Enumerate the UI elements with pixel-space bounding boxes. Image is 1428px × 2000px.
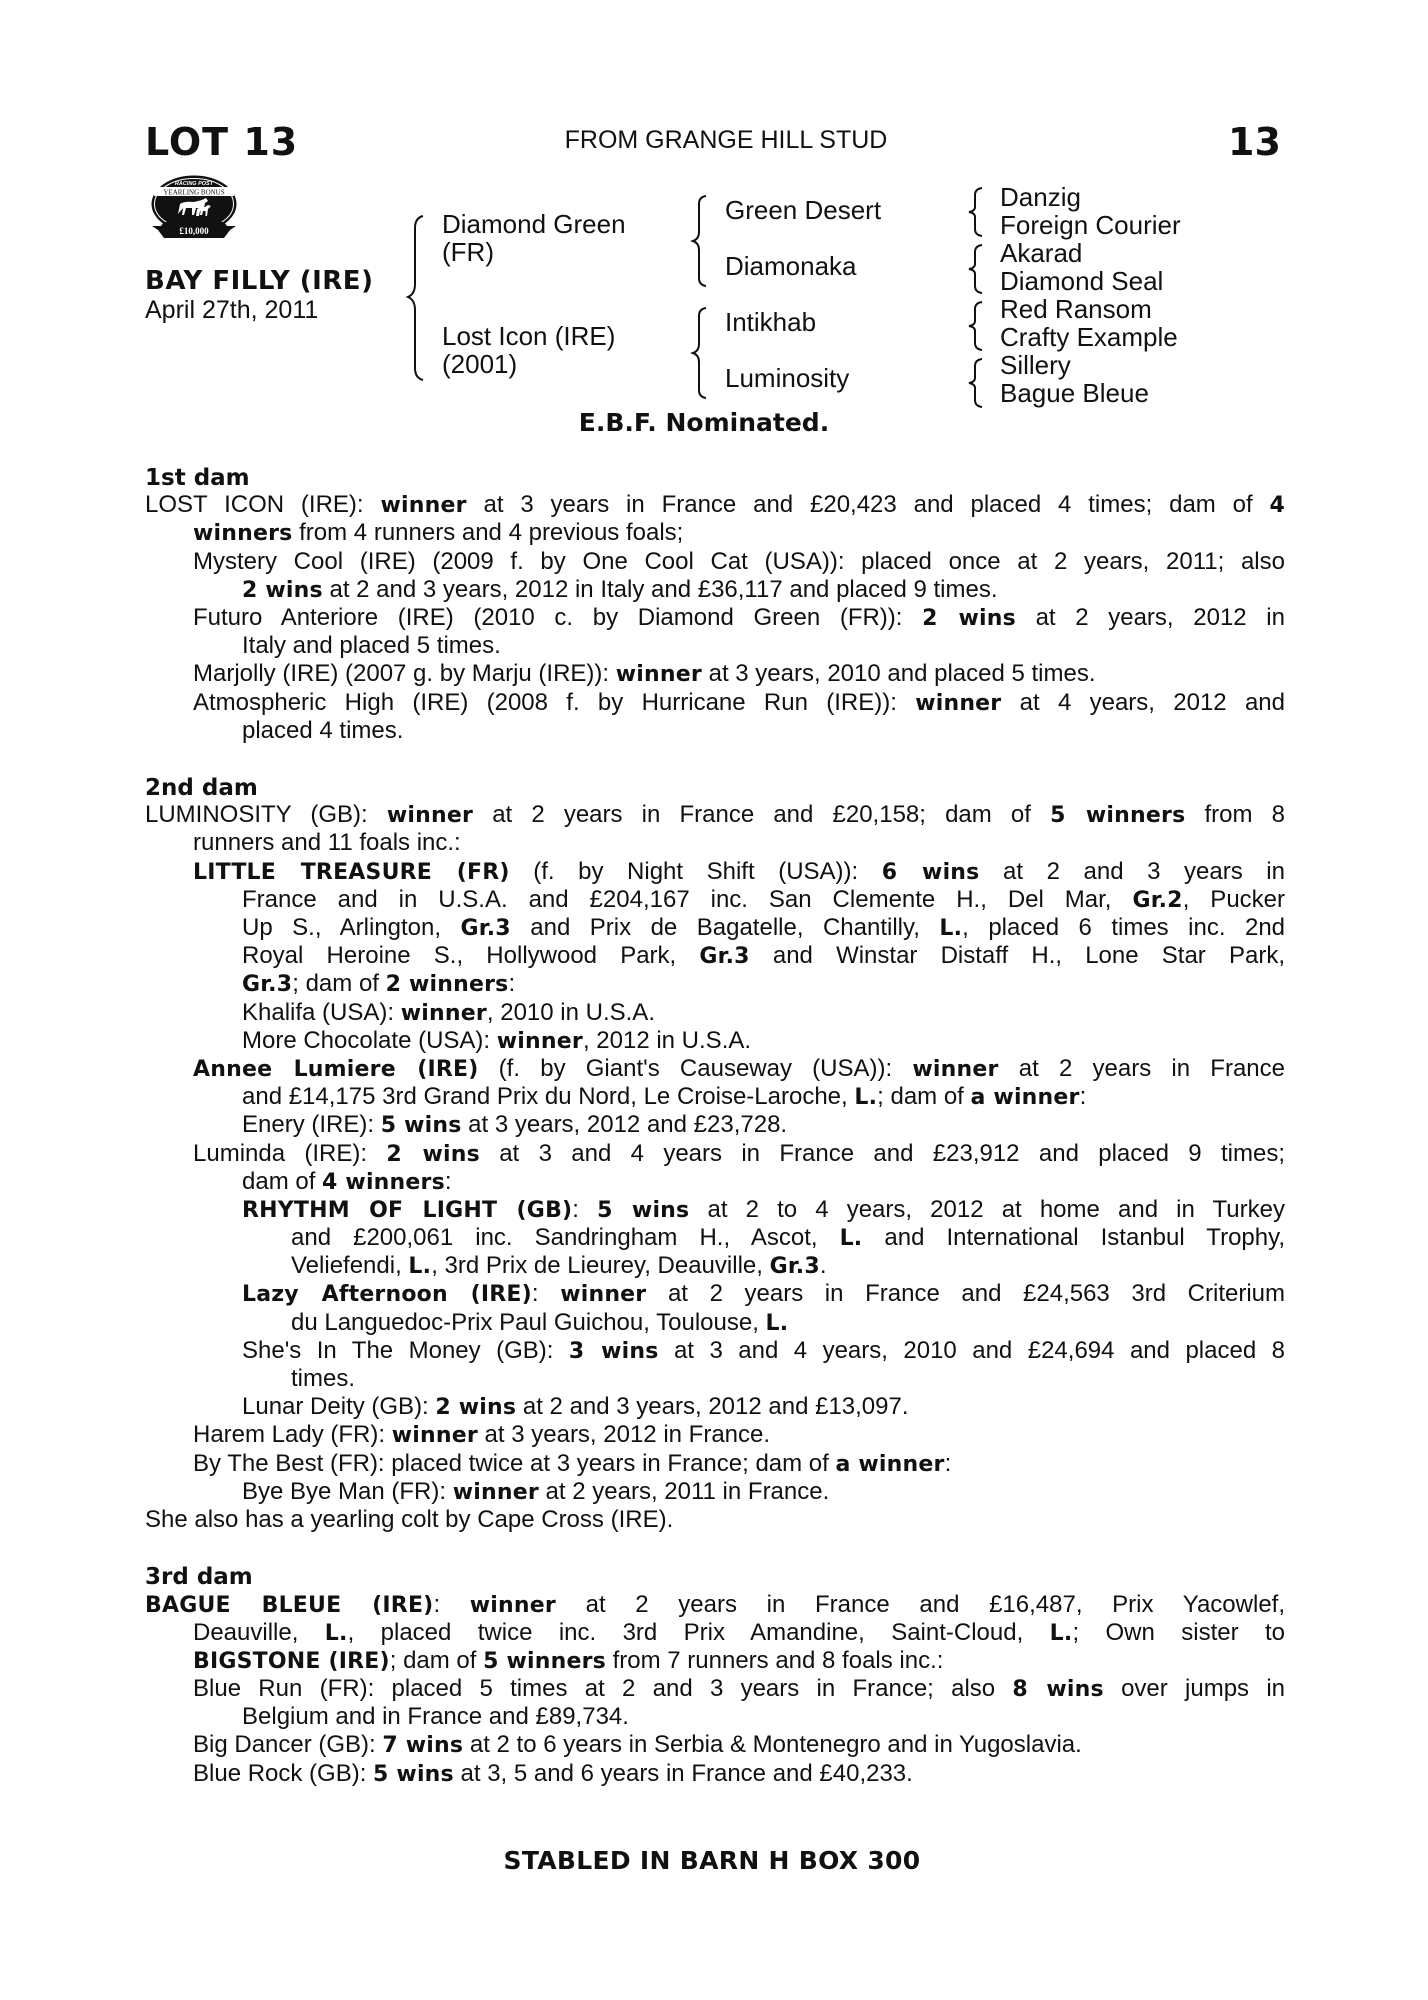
text: Blue Rock (GB): <box>193 1759 374 1787</box>
bold-text: 4 <box>1269 493 1285 519</box>
text: at 3 years in France and £20,423 and placed 4 times; dam of <box>466 491 1270 519</box>
bold-text: 5 winners <box>483 1648 606 1674</box>
text: Atmospheric High (IRE) (2008 f. by Hurricane Run (IRE)): <box>193 688 916 716</box>
bold-text: winner <box>560 1282 647 1308</box>
text-line <box>145 1478 1285 1506</box>
text: (f. by Giant's Causeway (USA)): <box>478 1054 913 1082</box>
bold-text: L. <box>839 1226 863 1252</box>
pedigree-dam <box>442 322 615 378</box>
text: at 3 years, 2012 in France. <box>477 1421 771 1449</box>
text-line <box>145 1252 1285 1280</box>
text-line-content <box>242 1393 1285 1422</box>
foal-dob: April 27th, 2011 <box>145 296 319 324</box>
text-line <box>145 1224 1285 1252</box>
text: , 2012 in U.S.A. <box>582 1026 752 1054</box>
vendor-line <box>0 126 1428 155</box>
text: Lunar Deity (GB): <box>242 1393 436 1421</box>
bold-text: 2 wins <box>242 577 323 603</box>
pedigree-sire <box>442 210 626 266</box>
text-line-content <box>242 717 1285 745</box>
bold-text: a winner <box>970 1085 1080 1111</box>
bold-text: 5 wins <box>597 1197 690 1223</box>
pedigree-brace-sd <box>966 243 986 295</box>
text-line <box>145 886 1285 914</box>
text: at 2 years in France and £16,487, Prix Yacowlef, <box>555 1590 1285 1618</box>
bold-text: a winner <box>835 1451 945 1477</box>
yearling-bonus-badge <box>150 174 238 242</box>
text: Luminda (IRE): <box>193 1139 387 1167</box>
text: at 3 and 4 years, 2010 and £24,694 and placed 8 <box>658 1336 1285 1364</box>
text: Enery (IRE): <box>242 1111 381 1139</box>
bold-text: Gr.3 <box>699 944 750 970</box>
bold-text: L. <box>939 916 963 941</box>
text: at 2 years, 2011 in France. <box>538 1477 830 1505</box>
bold-text: winner <box>915 690 1002 716</box>
text-line-content <box>291 1309 1285 1338</box>
text-line <box>145 1450 1285 1478</box>
text-line <box>145 1083 1285 1111</box>
yearling-bonus-logo <box>150 174 238 242</box>
text-line-content <box>193 689 1285 718</box>
text: at 4 years, 2012 and <box>1001 688 1285 716</box>
text-line <box>145 970 1285 998</box>
pedigree-gen3-4: Red Ransom <box>1000 294 1152 324</box>
text: Veliefendi, <box>291 1252 409 1280</box>
bold-text: winner <box>452 1479 539 1505</box>
text-line-content <box>145 1506 1285 1534</box>
text-line-content <box>193 1675 1285 1704</box>
text-line <box>145 548 1285 576</box>
text-line-content <box>193 858 1285 887</box>
bold-text: Gr.3 <box>460 916 511 941</box>
bold-text: winner <box>615 662 702 688</box>
text-line <box>145 801 1285 829</box>
text-line <box>145 632 1285 660</box>
text: Deauville, <box>193 1618 325 1646</box>
text-line-content <box>193 1619 1285 1648</box>
bold-text: L. <box>854 1085 878 1111</box>
text: , placed 6 times inc. 2nd <box>962 914 1286 941</box>
bold-text: winner <box>400 1000 487 1026</box>
text-line <box>145 1675 1285 1703</box>
foal-title: BAY FILLY (IRE) <box>145 266 374 296</box>
text-line-content <box>242 632 1285 660</box>
pedigree-gen2-3: Luminosity <box>725 363 850 393</box>
text-line <box>145 1280 1285 1308</box>
text-line-content <box>193 1450 1285 1479</box>
text-line <box>145 660 1285 688</box>
text: and Winstar Distaff H., Lone Star Park, <box>749 942 1285 970</box>
text: , Pucker <box>1182 885 1285 913</box>
text: Khalifa (USA): <box>242 998 401 1026</box>
text-line <box>145 1111 1285 1139</box>
bold-text: L. <box>1049 1620 1073 1646</box>
text: Royal Heroine S., Hollywood Park, <box>242 942 700 970</box>
text-line-content <box>242 1196 1285 1225</box>
text: , 2010 in U.S.A. <box>486 998 655 1026</box>
text: : <box>433 1590 470 1618</box>
text-line <box>145 491 1285 519</box>
bold-text: 4 winners <box>322 1169 445 1195</box>
bold-text: 3 wins <box>568 1338 659 1364</box>
section-heading: 2nd dam <box>145 775 258 802</box>
text: over jumps in <box>1103 1675 1285 1703</box>
pedigree-gen3-3: Diamond Seal <box>1000 266 1164 296</box>
pedigree-gen3 <box>1000 183 1181 407</box>
bold-text: winner <box>912 1056 999 1082</box>
text: : <box>508 970 516 998</box>
text-line <box>145 1393 1285 1421</box>
pedigree-gen3-1: Foreign Courier <box>1000 210 1181 240</box>
bold-text: 2 wins <box>386 1141 480 1167</box>
text-line-content <box>291 1224 1285 1253</box>
pedigree-gen3-6: Sillery <box>1000 350 1071 380</box>
text-line-content <box>242 886 1285 915</box>
page-number: 13 <box>1228 120 1281 164</box>
text: at 2 years in France and £20,158; dam of <box>473 801 1051 829</box>
bold-text: Gr.3 <box>242 972 293 998</box>
text: She's In The Money (GB): <box>242 1336 569 1364</box>
lot-number: LOT 13 <box>145 120 299 164</box>
bold-text: winner <box>469 1592 556 1618</box>
bold-text: BIGSTONE (IRE) <box>193 1648 390 1674</box>
text-line <box>145 717 1285 745</box>
text: from 4 runners and 4 previous foals; <box>292 519 684 547</box>
pedigree-dam-year: (2001) <box>442 349 518 379</box>
text: at 2 and 3 years, 2012 in Italy and £36,117 and placed 9 times. <box>322 575 998 603</box>
text-line-content <box>242 942 1285 971</box>
text: Harem Lady (FR): <box>193 1421 392 1449</box>
text-line-content <box>242 1337 1285 1366</box>
section-heading: 3rd dam <box>145 1564 253 1591</box>
text: from 7 runners and 8 foals inc.: <box>605 1646 944 1674</box>
text-line-content <box>242 970 1285 999</box>
text: ; dam of <box>877 1083 971 1111</box>
pedigree-gen3-7: Bague Bleue <box>1000 378 1149 408</box>
text: and International Istanbul Trophy, <box>862 1224 1286 1252</box>
text-line <box>145 829 1285 857</box>
text: and £14,175 3rd Grand Prix du Nord, Le Croise-Laroche, <box>242 1083 855 1111</box>
bold-text: 6 wins <box>881 859 980 885</box>
text: at 3 and 4 years in France and £23,912 and placed 9 times; <box>479 1139 1286 1167</box>
text: LOST ICON (IRE): <box>145 491 381 519</box>
bold-text: winner <box>496 1028 583 1054</box>
text-line <box>145 1027 1285 1055</box>
text-line <box>145 999 1285 1027</box>
text-line-content <box>242 1280 1285 1309</box>
text-line-content <box>242 999 1285 1028</box>
pedigree-gen2-2: Intikhab <box>725 307 817 337</box>
pedigree-brace-ds <box>966 300 986 352</box>
text-line <box>145 576 1285 604</box>
text-line <box>145 942 1285 970</box>
bold-text: winner <box>391 1423 478 1449</box>
text: placed 4 times. <box>242 716 404 744</box>
text-line <box>145 1421 1285 1449</box>
text-line-content <box>193 829 1285 857</box>
pedigree-brace-gen1 <box>405 212 429 382</box>
text-line <box>145 1337 1285 1365</box>
text-line-content <box>145 491 1285 520</box>
bold-text: 5 winners <box>1050 803 1186 829</box>
text-line <box>145 1506 1285 1534</box>
text: Bye Bye Man (FR): <box>242 1477 453 1505</box>
text-line <box>145 689 1285 717</box>
pedigree-brace-dam <box>690 306 710 400</box>
text: at 2 and 3 years, 2012 and £13,097. <box>516 1393 909 1421</box>
text: ; Own sister to <box>1072 1618 1286 1646</box>
text: at 3 years, 2010 and placed 5 times. <box>701 660 1096 688</box>
text: She also has a yearling colt by Cape Cross (IRE). <box>145 1505 674 1533</box>
text: Belgium and in France and £89,734. <box>242 1703 629 1731</box>
bold-text: Gr.2 <box>1132 887 1183 913</box>
bold-text: 5 wins <box>373 1761 454 1787</box>
bold-text: L. <box>408 1254 432 1280</box>
pedigree-sire-country: (FR) <box>442 237 494 267</box>
text-line <box>145 1055 1285 1083</box>
text-line-content <box>242 576 1285 605</box>
text: France and in U.S.A. and £204,167 inc. San Clemente H., Del Mar, <box>242 885 1133 913</box>
text-line-content <box>193 519 1285 548</box>
pedigree-brace-sire <box>690 194 710 288</box>
text: at 2 years, 2012 in <box>1015 603 1285 631</box>
text: : <box>531 1280 561 1308</box>
text: dam of <box>242 1167 323 1195</box>
text-line <box>145 914 1285 942</box>
badge-amount: £10,000 <box>179 226 209 236</box>
text-line-content <box>291 1365 1285 1393</box>
text-line-content <box>291 1252 1285 1281</box>
text: (f. by Night Shift (USA)): <box>509 857 882 885</box>
badge-band-text: YEARLING BONUS <box>163 188 225 197</box>
bold-text: 7 wins <box>382 1733 464 1759</box>
text: More Chocolate (USA): <box>242 1026 497 1054</box>
text: and £200,061 inc. Sandringham H., Ascot, <box>291 1224 840 1252</box>
bold-text: 8 wins <box>1012 1677 1104 1703</box>
section-gap <box>145 745 1285 773</box>
text: : <box>1079 1083 1087 1111</box>
text-line-content <box>193 548 1285 576</box>
text-line-content <box>242 1083 1285 1112</box>
text: : <box>572 1195 598 1223</box>
text-line-content <box>193 1731 1285 1760</box>
text-line-content <box>193 604 1285 633</box>
text: . <box>819 1252 827 1280</box>
bold-text: Annee Lumiere (IRE) <box>193 1056 479 1082</box>
text-line-content <box>242 1111 1285 1140</box>
text: Italy and placed 5 times. <box>242 632 501 660</box>
text-line-content <box>145 1591 1285 1620</box>
text-line <box>145 1168 1285 1196</box>
vendor-text: FROM GRANGE HILL STUD <box>564 126 888 154</box>
ebf-note-line <box>0 408 1428 437</box>
text: , placed twice inc. 3rd Prix Amandine, Saint-Cloud, <box>347 1618 1050 1646</box>
pedigree-gen2-1: Diamonaka <box>725 251 857 281</box>
text-line-content <box>193 1647 1285 1676</box>
text-line <box>145 1703 1285 1731</box>
text: at 2 years in France and £24,563 3rd Criterium <box>646 1280 1286 1308</box>
text: Marjolly (IRE) (2007 g. by Marju (IRE)): <box>193 660 616 688</box>
bold-text: Lazy Afternoon (IRE) <box>242 1282 532 1308</box>
bold-text: 2 wins <box>435 1395 517 1421</box>
text: times. <box>291 1365 356 1392</box>
text: runners and 11 foals inc.: <box>193 829 461 857</box>
text-line <box>145 1365 1285 1393</box>
text-line-content <box>242 1027 1285 1056</box>
text-line-content <box>193 1421 1285 1450</box>
text-line <box>145 1140 1285 1168</box>
ebf-note: E.B.F. Nominated. <box>578 408 830 437</box>
text-line-content <box>242 1703 1285 1731</box>
text: Blue Run (FR): placed 5 times at 2 and 3 years in France; also <box>193 1675 1013 1703</box>
text: at 3 years, 2012 and £23,728. <box>461 1111 788 1139</box>
text: and Prix de Bagatelle, Chantilly, <box>510 914 940 941</box>
footer-line <box>0 1846 1428 1875</box>
text: Mystery Cool (IRE) (2009 f. by One Cool Cat (USA)): placed once at 2 years, 2011; also <box>193 547 1285 575</box>
text-line-content <box>242 914 1285 943</box>
text-line <box>145 1309 1285 1337</box>
text: Futuro Anteriore (IRE) (2010 c. by Diamond Green (FR)): <box>193 603 923 631</box>
text: Big Dancer (GB): <box>193 1731 383 1759</box>
pedigree-gen3-2: Akarad <box>1000 238 1083 268</box>
pedigree-dam-name: Lost Icon (IRE) <box>442 321 616 351</box>
text-line <box>145 519 1285 547</box>
text: at 2 years in France <box>998 1054 1285 1082</box>
text: at 2 to 4 years, 2012 at home and in Turkey <box>689 1195 1285 1223</box>
text: at 3, 5 and 6 years in France and £40,233. <box>453 1759 913 1787</box>
text-line <box>145 1591 1285 1619</box>
bold-text: 2 wins <box>922 605 1016 631</box>
text-line-content <box>193 660 1285 689</box>
text: Up S., Arlington, <box>242 914 461 941</box>
text: du Languedoc-Prix Paul Guichou, Toulouse, <box>291 1308 766 1336</box>
text: from 8 <box>1185 801 1285 829</box>
bold-text: L. <box>324 1620 348 1646</box>
text: LUMINOSITY (GB): <box>145 801 387 829</box>
section-gap <box>145 1534 1285 1562</box>
bold-text: LITTLE TREASURE (FR) <box>193 859 510 885</box>
text-line-content <box>193 1760 1285 1789</box>
text: at 2 to 6 years in Serbia & Montenegro and in Yugoslavia. <box>463 1731 1082 1759</box>
text-line-content <box>242 1168 1285 1197</box>
stabling-info: STABLED IN BARN H BOX 300 <box>503 1846 921 1875</box>
section-heading: 1st dam <box>145 465 250 491</box>
pedigree-gen3-5: Crafty Example <box>1000 322 1178 352</box>
pedigree-brace-ss <box>966 186 986 238</box>
pedigree-gen3-0: Danzig <box>1000 182 1081 212</box>
pedigree-sire-name: Diamond Green <box>442 209 626 239</box>
text-line <box>145 1647 1285 1675</box>
text-line <box>145 1760 1285 1788</box>
text: : <box>444 1167 452 1195</box>
text: , 3rd Prix de Lieurey, Deauville, <box>431 1252 770 1280</box>
badge-top-text: RACING POST <box>174 181 214 187</box>
bold-text: winner <box>386 803 474 829</box>
text-line <box>145 604 1285 632</box>
text-line <box>145 1196 1285 1224</box>
bold-text: 2 winners <box>385 972 509 998</box>
text-line-content <box>193 1140 1285 1169</box>
catalogue-body <box>145 463 1285 1788</box>
text-line <box>145 1619 1285 1647</box>
text-line-content <box>242 1478 1285 1507</box>
text-line <box>145 1731 1285 1759</box>
pedigree-brace-dd <box>966 357 986 409</box>
bold-text: L. <box>765 1310 789 1336</box>
text-line-content <box>193 1055 1285 1084</box>
pedigree-gen2-0: Green Desert <box>725 195 882 225</box>
text: ; dam of <box>292 970 386 998</box>
bold-text: 5 wins <box>380 1113 462 1139</box>
bold-text: Gr.3 <box>769 1254 820 1280</box>
text: By The Best (FR): placed twice at 3 years in France; dam of <box>193 1449 836 1477</box>
text: at 2 and 3 years in <box>979 857 1285 885</box>
bold-text: BAGUE BLEUE (IRE) <box>145 1592 434 1618</box>
text: : <box>944 1449 952 1477</box>
text-line-content <box>145 801 1285 830</box>
bold-text: winners <box>193 521 293 547</box>
text: ; dam of <box>389 1646 484 1674</box>
bold-text: RHYTHM OF LIGHT (GB) <box>242 1197 573 1223</box>
text-line <box>145 858 1285 886</box>
bold-text: winner <box>380 493 467 519</box>
